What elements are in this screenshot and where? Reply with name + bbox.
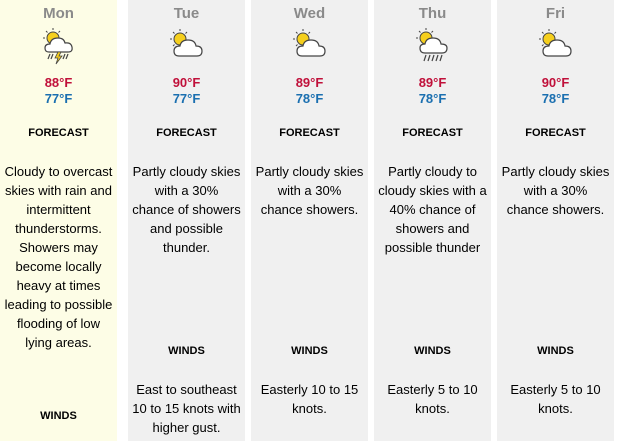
high-temp: 90°F [172, 75, 201, 90]
day-name: Tue [173, 5, 200, 22]
partly-cloudy-icon [167, 26, 207, 66]
forecast-text: Partly cloudy skies with a 30% chance showers. [501, 164, 610, 217]
low-temp: 77°F [172, 91, 201, 106]
day-column-wed [251, 0, 368, 441]
winds-text: Easterly 10 to 15 knots. [260, 382, 359, 416]
thunderstorm-icon [39, 26, 79, 66]
winds-text: Easterly 5 to 10 knots. [510, 382, 601, 416]
forecast-label: FORECAST [402, 127, 463, 139]
day-column-mon [0, 0, 117, 441]
winds-label: WINDS [537, 345, 574, 357]
winds-label: WINDS [414, 345, 451, 357]
forecast-text: Partly cloudy skies with a 30% chance showers. [255, 164, 364, 217]
forecast-text: Cloudy to overcast skies with rain and intermittent thunderstorms. Showers may become locally heavy at times leading to possible flooding of low lying areas. [4, 164, 113, 350]
high-temp: 90°F [541, 75, 570, 90]
forecast-label: FORECAST [279, 127, 340, 139]
partly-cloudy-icon [290, 26, 330, 66]
high-temp: 88°F [44, 75, 73, 90]
winds-text: East to southeast 10 to 15 knots with higher gust. [132, 382, 241, 435]
low-temp: 78°F [541, 91, 570, 106]
day-name: Fri [545, 5, 566, 22]
day-column-thu [374, 0, 491, 441]
day-name: Mon [43, 5, 74, 22]
low-temp: 77°F [44, 91, 73, 106]
forecast-label: FORECAST [525, 127, 586, 139]
low-temp: 78°F [418, 91, 447, 106]
sun-cloud-rain-icon [413, 26, 453, 66]
day-name: Wed [293, 5, 326, 22]
day-column-tue [128, 0, 245, 441]
winds-label: WINDS [168, 345, 205, 357]
forecast-text: Partly cloudy skies with a 30% chance of showers and possible thunder. [132, 164, 241, 255]
high-temp: 89°F [418, 75, 447, 90]
partly-cloudy-icon [536, 26, 576, 66]
forecast-label: FORECAST [156, 127, 217, 139]
high-temp: 89°F [295, 75, 324, 90]
forecast-label: FORECAST [28, 127, 89, 139]
forecast-text: Partly cloudy to cloudy skies with a 40% chance of showers and possible thunder [378, 164, 487, 255]
day-column-fri [497, 0, 614, 441]
winds-text: Easterly 5 to 10 knots. [387, 382, 478, 416]
winds-label: WINDS [40, 410, 77, 422]
day-name: Thu [418, 5, 447, 22]
winds-label: WINDS [291, 345, 328, 357]
low-temp: 78°F [295, 91, 324, 106]
